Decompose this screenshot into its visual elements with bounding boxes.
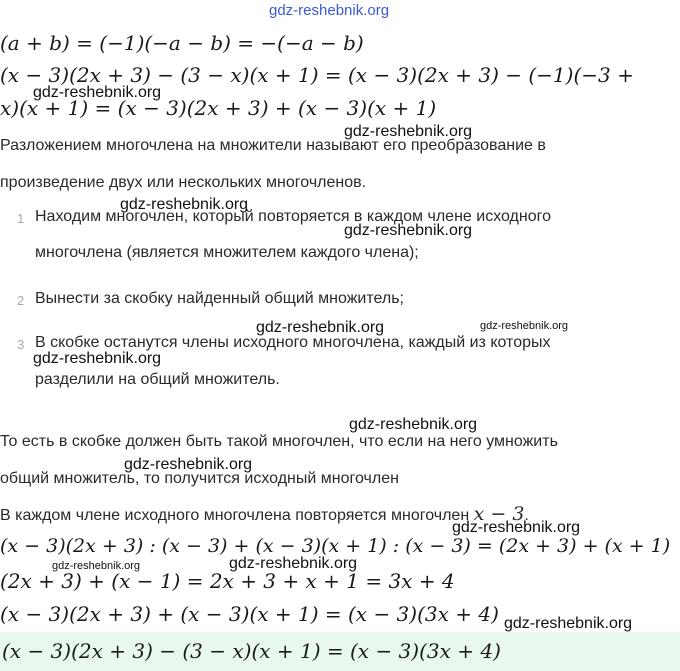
math-line-1: (a + b) = (−1)(−a − b) = −(−a − b) xyxy=(0,31,364,55)
math-line-4: (x − 3)(2x + 3) : (x − 3) + (x − 3)(x + 1) : (x − 3) = (2x + 3) + (x + 1) xyxy=(0,535,671,557)
step-3-number: 3 xyxy=(17,337,25,352)
final-answer: (x − 3)(2x + 3) − (3 − x)(x + 1) = (x − 3)(3x + 4) xyxy=(0,632,680,671)
watermark: gdz-reshebnik.org xyxy=(256,319,385,336)
math-line-2: (x − 3)(2x + 3) − (3 − x)(x + 1) = (x − 3)(2x + 3) − (−1)(−3 + xyxy=(0,63,634,87)
watermark-small: gdz-reshebnik.org xyxy=(52,560,141,572)
watermark: gdz-reshebnik.org xyxy=(229,555,358,572)
step-3-line-2: разделили на общий множитель. xyxy=(35,371,280,388)
watermark: gdz-reshebnik.org xyxy=(124,456,253,473)
step-1-line-1: Находим многочлен, который повторяется в каждом члене исходного xyxy=(35,208,552,225)
explanation-line-3-text: В каждом члене исходного многочлена повторяется многочлен xyxy=(0,507,474,524)
definition-line-1: Разложением многочлена на множители называют его преобразование в xyxy=(0,137,546,154)
watermark: gdz-reshebnik.org xyxy=(33,350,162,367)
watermark: gdz-reshebnik.org xyxy=(452,519,581,536)
step-2-line-1: Вынести за скобку найденный общий множитель; xyxy=(35,290,404,307)
step-2-number: 2 xyxy=(17,293,25,308)
math-line-3: x)(x + 1) = (x − 3)(2x + 3) + (x − 3)(x + 1) xyxy=(0,96,437,120)
math-line-6: (x − 3)(2x + 3) + (x − 3)(x + 1) = (x − 3)(3x + 4) xyxy=(0,602,499,626)
explanation-line-2: общий множитель, то получится исходный многочлен xyxy=(0,470,399,487)
step-1-number: 1 xyxy=(17,211,25,226)
definition-line-2: произведение двух или нескольких многочленов. xyxy=(0,174,367,191)
watermark-small: gdz-reshebnik.org xyxy=(480,320,569,332)
explanation-line-1: То есть в скобке должен быть такой многочлен, что если на него умножить xyxy=(0,433,558,450)
watermark: gdz-reshebnik.org xyxy=(349,416,478,433)
math-line-5: (2x + 3) + (x − 1) = 2x + 3 + x + 1 = 3x + 4 xyxy=(0,569,455,593)
watermark: gdz-reshebnik.org xyxy=(120,196,249,213)
explanation-inline-math: x − 3 xyxy=(473,503,525,525)
watermark: gdz-reshebnik.org xyxy=(33,84,162,101)
watermark-top: gdz-reshebnik.org xyxy=(269,2,390,19)
watermark: gdz-reshebnik.org xyxy=(344,123,473,140)
step-1-line-2: многочлена (является множителем каждого члена); xyxy=(35,244,419,261)
watermark: gdz-reshebnik.org xyxy=(504,615,633,632)
watermark: gdz-reshebnik.org xyxy=(344,222,473,239)
explanation-line-3 xyxy=(0,503,529,525)
step-3-line-1: В скобке останутся члены исходного многочлена, каждый из которых xyxy=(35,334,551,351)
explanation-line-3-end: . xyxy=(524,507,529,524)
